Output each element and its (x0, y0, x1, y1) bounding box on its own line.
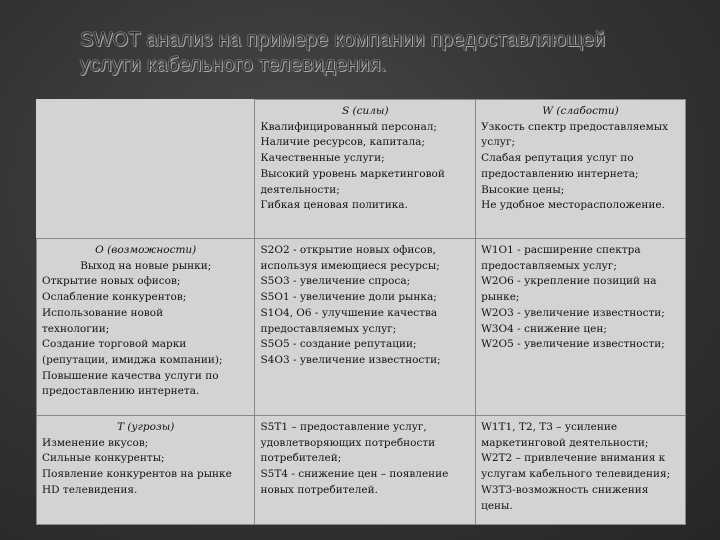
strengths-line: Высокий уровень маркетинговой (260, 167, 445, 180)
opportunities-header: O (возможности) (95, 244, 197, 256)
opportunities-line: технологии; (42, 322, 110, 335)
so-line: S5O5 - создание репутации; (260, 338, 417, 351)
strengths-cell (255, 100, 476, 239)
st-strategies-cell (255, 416, 476, 525)
st-line: удовлетворяющих потребности (260, 436, 436, 449)
opportunities-line: Открытие новых офисов; (42, 275, 181, 288)
so-line: S1O4, O6 - улучшение качества (260, 306, 438, 319)
wo-strategies-cell (476, 239, 686, 416)
wt-line: W1T1, T2, T3 – усиление (481, 421, 618, 433)
wo-line: W2O3 - увеличение известности; (481, 306, 665, 319)
so-strategies-cell (255, 239, 476, 416)
wo-line: W2O6 - укрепление позиций на (481, 275, 657, 288)
wo-line: W2O5 - увеличение известности; (481, 338, 665, 351)
empty-corner-cell (37, 100, 255, 239)
weaknesses-line: Узкость спектр предоставляемых (481, 120, 669, 133)
weaknesses-cell (476, 100, 686, 239)
threats-line: HD телевидения. (42, 483, 138, 496)
so-line: S2O2 - открытие новых офисов, (260, 244, 436, 256)
weaknesses-line: предоставлению интернета; (481, 167, 639, 180)
threats-header: T (угрозы) (117, 421, 175, 433)
weaknesses-line: Высокие цены; (481, 183, 565, 196)
title-line-2: услуги кабельного телевидения. (80, 54, 387, 76)
strengths-line: Наличие ресурсов, капитала; (260, 136, 425, 149)
strengths-line: Качественные услуги; (260, 152, 385, 165)
opportunities-line: (репутации, имиджа компании); (42, 353, 223, 366)
opportunities-cell (37, 239, 255, 416)
st-line: новых потребителей. (260, 483, 378, 496)
st-line: S5T4 - снижение цен – появление (260, 468, 449, 481)
wt-strategies-cell (476, 416, 686, 525)
wt-line: W2T2 – привлечение внимания к (481, 452, 666, 465)
wo-line: предоставляемых услуг; (481, 259, 617, 272)
wt-line: цены. (481, 499, 513, 512)
weaknesses-line: Не удобное месторасположение. (481, 199, 665, 212)
table-row-header (37, 100, 686, 239)
threats-line: Сильные конкуренты; (42, 452, 165, 465)
table-row-opportunities (37, 239, 686, 416)
wo-line: W1O1 - расширение спектра (481, 244, 641, 256)
wt-line: услугам кабельного телевидения; (481, 468, 671, 481)
strengths-line: деятельности; (260, 183, 340, 196)
wo-line: W3O4 - снижение цен; (481, 322, 607, 335)
weaknesses-line: услуг; (481, 136, 516, 149)
so-line: S4O3 - увеличение известности; (260, 353, 441, 366)
opportunities-line: Ослабление конкурентов; (42, 291, 187, 304)
weaknesses-header: W (слабости) (542, 105, 619, 117)
opportunities-line: Использование новой (42, 306, 164, 319)
opportunities-line: предоставлению интернета. (42, 385, 200, 398)
threats-cell (37, 416, 255, 525)
page-title (80, 28, 690, 78)
threats-line: Изменение вкусов; (42, 436, 149, 449)
so-line: используя имеющиеся ресурсы; (260, 259, 440, 272)
so-line: S5O1 - увеличение доли рынка; (260, 291, 437, 304)
opportunities-line: Создание торговой марки (42, 338, 187, 351)
threats-line: Появление конкурентов на рынке (42, 468, 232, 481)
swot-table (36, 99, 686, 525)
so-line: S5O3 - увеличение спроса; (260, 275, 411, 288)
so-line: предоставляемых услуг; (260, 322, 397, 335)
strengths-line: Квалифицированный персонал; (260, 120, 437, 133)
wt-line: W3T3-возможность снижения (481, 483, 649, 496)
strengths-header: S (силы) (341, 105, 389, 117)
wo-line: рынке; (481, 291, 520, 304)
weaknesses-line: Слабая репутация услуг по (481, 152, 634, 165)
wt-line: маркетинговой деятельности; (481, 436, 649, 449)
st-line: S5T1 – предоставление услуг, (260, 421, 427, 433)
opportunities-line: Повышение качества услуги по (42, 369, 219, 382)
opportunities-line: Выход на новые рынки; (80, 259, 212, 272)
st-line: потребителей; (260, 452, 342, 465)
title-line-1: SWOT анализ на примере компании предоставляющей (80, 29, 606, 51)
table-row-threats (37, 416, 686, 525)
strengths-line: Гибкая ценовая политика. (260, 199, 408, 212)
